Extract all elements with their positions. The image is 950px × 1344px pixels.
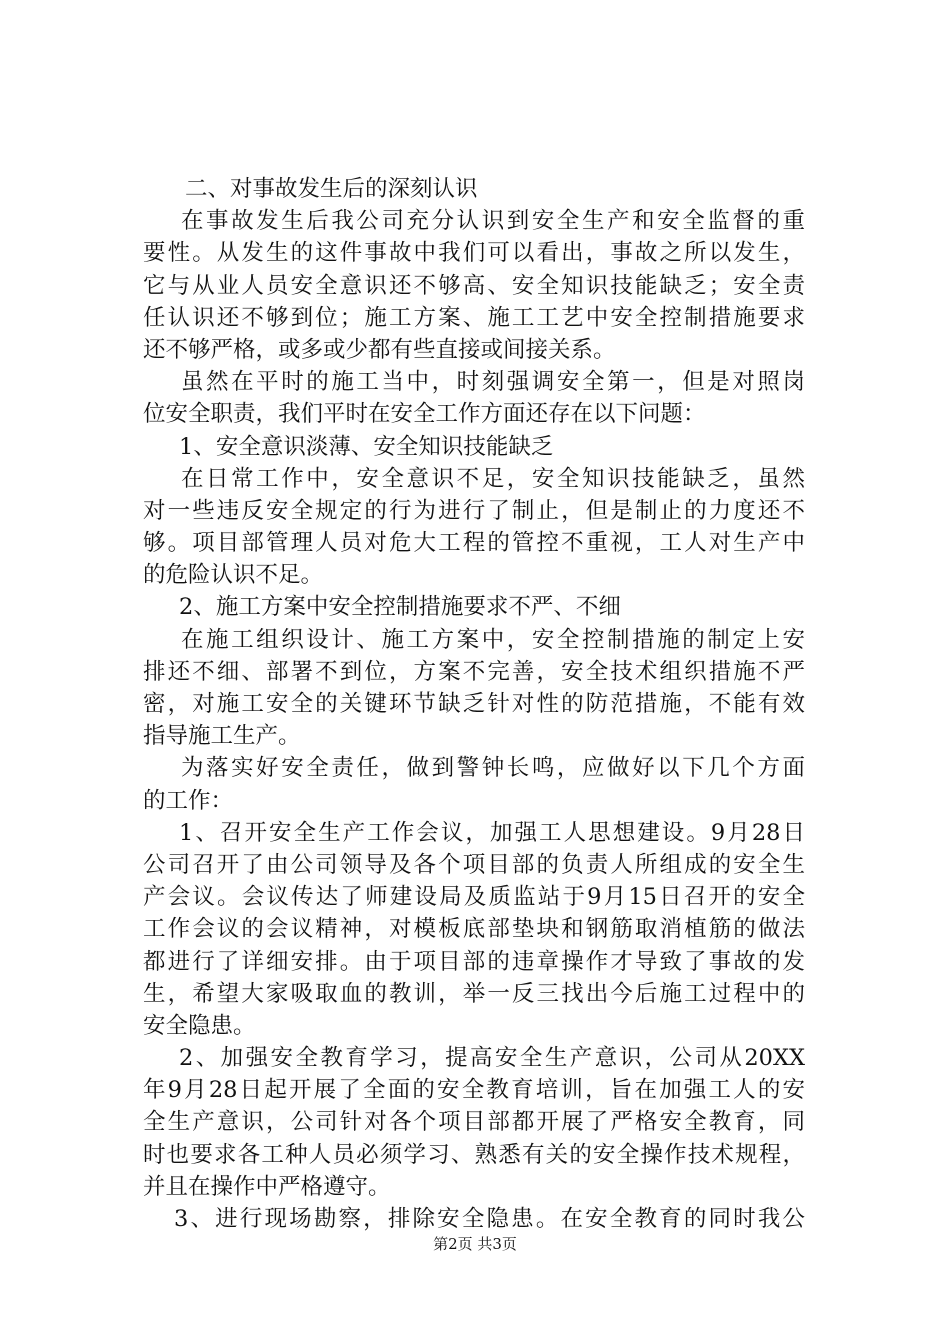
- paragraph-line: 时也要求各工种人员必须学习、熟悉有关的安全操作技术规程，: [143, 1141, 805, 1168]
- subheading: 1、安全意识淡薄、安全知识技能缺乏: [179, 433, 554, 460]
- paragraph-line: 1、召开安全生产工作会议，加强工人思想建设。9月28日: [179, 819, 805, 846]
- document-body: [143, 173, 805, 1235]
- paragraph-line: 都进行了详细安排。由于项目部的违章操作才导致了事故的发: [143, 948, 805, 975]
- paragraph-line: 在日常工作中，安全意识不足，安全知识技能缺乏，虽然: [181, 465, 805, 492]
- paragraph-line: 年9月28日起开展了全面的安全教育培训，旨在加强工人的安: [143, 1077, 805, 1104]
- paragraph-line: 安全隐患。: [143, 1012, 256, 1039]
- section-heading: 二、对事故发生后的深刻认识: [185, 176, 478, 202]
- paragraph-line: 排还不细、部署不到位，方案不完善，安全技术组织措施不严: [143, 658, 805, 685]
- paragraph-line: 指导施工生产。: [143, 723, 301, 750]
- paragraph-line: 的工作：: [143, 787, 234, 814]
- paragraph-line: 还不够严格，或多或少都有些直接或间接关系。: [143, 336, 616, 363]
- paragraph-line: 的危险认识不足。: [143, 562, 324, 589]
- paragraph-line: 它与从业人员安全意识还不够高、安全知识技能缺乏；安全责: [143, 272, 805, 299]
- paragraph-line: 位安全职责，我们平时在安全工作方面还存在以下问题：: [143, 401, 706, 428]
- subheading: 2、施工方案中安全控制措施要求不严、不细: [179, 594, 621, 621]
- paragraph-line: 任认识还不够到位；施工方案、施工工艺中安全控制措施要求: [143, 304, 805, 331]
- paragraph-line: 全生产意识，公司针对各个项目部都开展了严格安全教育，同: [143, 1109, 805, 1136]
- paragraph-line: 3、进行现场勘察，排除安全隐患。在安全教育的同时我公: [174, 1206, 805, 1232]
- paragraph-line: 公司召开了由公司领导及各个项目部的负责人所组成的安全生: [143, 851, 805, 878]
- paragraph-line: 产会议。会议传达了师建设局及质监站于9月15日召开的安全: [143, 884, 805, 911]
- paragraph-line: 生，希望大家吸取血的教训，举一反三找出今后施工过程中的: [143, 980, 805, 1007]
- paragraph-line: 密，对施工安全的关键环节缺乏针对性的防范措施，不能有效: [143, 691, 805, 717]
- paragraph-line: 在事故发生后我公司充分认识到安全生产和安全监督的重: [181, 208, 805, 235]
- paragraph-line: 对一些违反安全规定的行为进行了制止，但是制止的力度还不: [143, 497, 805, 524]
- paragraph-line: 2、加强安全教育学习，提高安全生产意识，公司从20XX: [179, 1045, 805, 1072]
- paragraph-line: 为落实好安全责任，做到警钟长鸣，应做好以下几个方面: [181, 755, 805, 782]
- paragraph-line: 工作会议的会议精神，对模板底部垫块和钢筋取消植筋的做法: [143, 916, 805, 943]
- paragraph-line: 够。项目部管理人员对危大工程的管控不重视，工人对生产中: [143, 530, 805, 557]
- page-number-footer: 第2页 共3页: [433, 1235, 517, 1253]
- paragraph-line: 要性。从发生的这件事故中我们可以看出，事故之所以发生，: [143, 240, 805, 267]
- paragraph-line: 在施工组织设计、施工方案中，安全控制措施的制定上安: [181, 626, 805, 653]
- paragraph-line: 虽然在平时的施工当中，时刻强调安全第一，但是对照岗: [181, 369, 805, 396]
- paragraph-line: 并且在操作中严格遵守。: [143, 1173, 391, 1200]
